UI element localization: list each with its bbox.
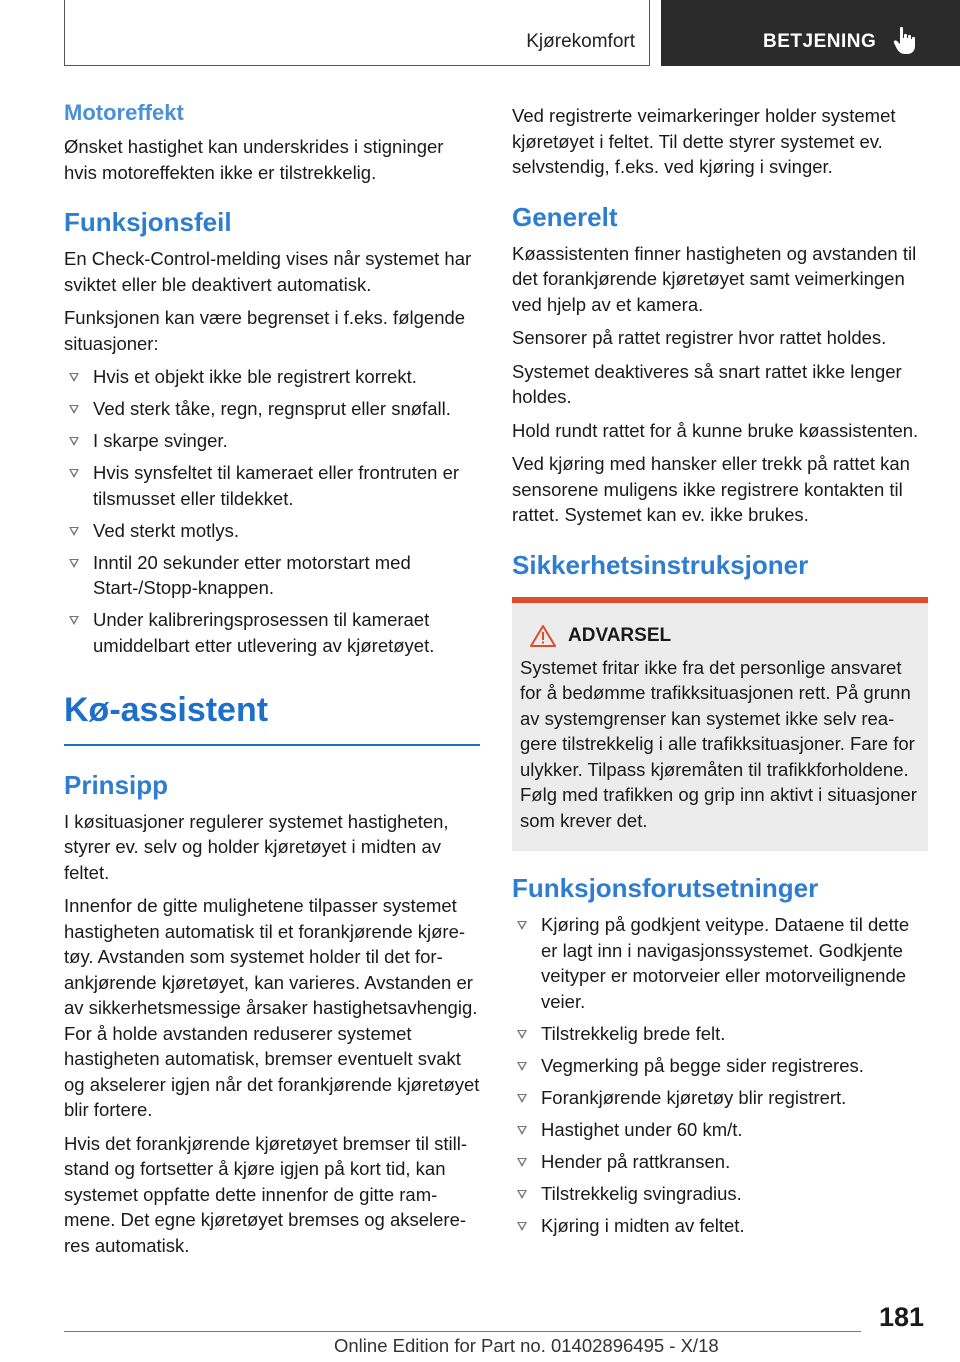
triangle-bullet-icon	[69, 373, 79, 382]
triangle-bullet-icon	[69, 559, 79, 568]
sikkerhet-heading: Sikkerhetsinstruksjoner	[512, 549, 809, 580]
list-item: Forankjørende kjøretøy blir registrert.	[512, 1085, 928, 1111]
funksjonsfeil-paragraph-1: En Check-Control-melding vises når systemet har sviktet eller ble deaktivert automatisk.	[64, 248, 472, 295]
triangle-bullet-icon	[517, 1222, 527, 1231]
left-column	[64, 100, 480, 1258]
funksjonsforutsetninger-heading: Funksjonsforutsetninger	[512, 873, 819, 903]
warning-box	[512, 597, 928, 852]
right-column	[512, 103, 928, 1245]
triangle-bullet-icon	[69, 469, 79, 478]
prinsipp-heading: Prinsipp	[64, 769, 169, 800]
list-item: Kjøring i midten av feltet.	[512, 1213, 928, 1239]
list-item: Under kalibreringsprosessen til kameraet umiddelbart etter utlevering av kjøretøyet.	[64, 607, 480, 658]
list-item: Inntil 20 sekunder etter motorstart med Start-/Stopp-knappen.	[64, 550, 480, 601]
generelt-paragraph-1: Køassistenten finner hastigheten og avstanden til det forankjørende kjøretøyet samt veimerkingen ved hjelp av et kamera.	[512, 242, 917, 315]
triangle-bullet-icon	[69, 616, 79, 625]
ko-assistent-heading: Kø-assistent	[64, 690, 269, 729]
triangle-bullet-icon	[517, 1126, 527, 1135]
prinsipp-paragraph-1: I køsituasjoner regulerer systemet hastigheten, styrer ev. selv og holder kjøretøyet i midten av feltet.	[64, 810, 449, 883]
generelt-paragraph-3: Systemet deaktiveres så snart rattet ikke lenger holdes.	[512, 360, 902, 407]
generelt-paragraph-5: Ved kjøring med hansker eller trekk på rattet kan sensorene muligens ikke registrere kontakten til rattet. Systemet kan ev. ikke brukes.	[512, 453, 910, 525]
header-chapter-box	[661, 0, 960, 66]
funksjonsforutsetninger-list	[512, 912, 928, 1238]
warning-triangle-icon	[530, 625, 556, 647]
triangle-bullet-icon	[69, 405, 79, 414]
generelt-heading: Generelt	[512, 201, 618, 232]
list-item: Ved sterkt motlys.	[64, 518, 480, 544]
intro-paragraph: Ved registrerte veimarkeringer holder systemet kjøretøyet i feltet. Til dette styrer systemet ev. selvstendig, f.eks. ved kjøring i svinger.	[512, 105, 896, 177]
list-item: Kjøring på godkjent veitype. Dataene til dette er lagt inn i navigasjonssystemet. Godkjente veityper er motorveier eller motorveilignende veier.	[512, 912, 928, 1014]
footer-edition-text: Online Edition for Part no. 01402896495 - X/18	[334, 1335, 719, 1356]
triangle-bullet-icon	[517, 1190, 527, 1199]
funksjonsfeil-paragraph-2: Funksjonen kan være begrenset i f.eks. følgende situasjoner:	[64, 307, 466, 354]
list-item: Tilstrekkelig svingradius.	[512, 1181, 928, 1207]
list-item: I skarpe svinger.	[64, 428, 480, 454]
triangle-bullet-icon	[517, 1030, 527, 1039]
motoreffekt-text: Ønsket hastighet kan underskrides i stigninger hvis motoreffekten ikke er tilstrekkelig.	[64, 136, 444, 183]
pointing-hand-icon	[893, 26, 919, 56]
triangle-bullet-icon	[517, 1062, 527, 1071]
prinsipp-paragraph-3: Hvis det forankjørende kjøretøyet bremser til stillstand og fortsetter å kjøre igjen på kort tid, kan systemet oppfatte dette innenfor de gitte rammene. Det egne kjøretøyet bremses og akselereres automatisk.	[64, 1132, 468, 1256]
warning-title	[530, 625, 920, 647]
header-chapter-title: BETJENING	[763, 31, 877, 52]
motoreffekt-heading: Motoreffekt	[64, 100, 184, 125]
triangle-bullet-icon	[517, 1094, 527, 1103]
footer-divider	[64, 1331, 861, 1332]
warning-text: Systemet fritar ikke fra det personlige ansvaret for å bedømme trafikksituasjonen rett. På grunn av systemgrenser kan systemet ikke selv reagere tilstrekkelig i alle trafikksituasjoner. Fare for ulykker. Tilpass kjøremåten til trafikkforholdene. Følg med trafikken og grip inn aktivt i situasjoner som krever det.	[520, 656, 917, 831]
list-item: Hastighet under 60 km/t.	[512, 1117, 928, 1143]
list-item: Vegmerking på begge sider registreres.	[512, 1053, 928, 1079]
generelt-paragraph-2: Sensorer på rattet registrer hvor rattet holdes.	[512, 327, 887, 348]
generelt-paragraph-4: Hold rundt rattet for å kunne bruke køassistenten.	[512, 419, 919, 441]
list-item: Hvis synsfeltet til kameraet eller frontruten er tilsmusset eller tildekket.	[64, 460, 480, 511]
funksjonsfeil-heading: Funksjonsfeil	[64, 207, 232, 237]
page-number: 181	[878, 1302, 924, 1332]
triangle-bullet-icon	[69, 527, 79, 536]
triangle-bullet-icon	[517, 1158, 527, 1167]
warning-label: ADVARSEL	[568, 624, 672, 646]
triangle-bullet-icon	[517, 921, 527, 930]
list-item: Hvis et objekt ikke ble registrert korrekt.	[64, 364, 480, 390]
list-item: Tilstrekkelig brede felt.	[512, 1021, 928, 1047]
triangle-bullet-icon	[69, 437, 79, 446]
list-item: Ved sterk tåke, regn, regnsprut eller snøfall.	[64, 396, 480, 422]
prinsipp-paragraph-2: Innenfor de gitte mulighetene tilpasser systemet hastigheten automatisk til et forankjørende kjøretøy. Avstanden som systemet holder til det forankjørende kjøretøyet, kan varieres. Avstanden er av sikkerhetsmessige årsaker hastighetsavhengig. For å holde avstanden reduserer systemet hastigheten automatisk, bremser eventuelt svakt og akselerer igjen når det forankjørende kjøretøyet blir fortere.	[64, 895, 480, 1120]
header-section-title: Kjørekomfort	[526, 31, 635, 52]
funksjonsfeil-list	[64, 364, 480, 658]
header-section-box	[64, 0, 650, 66]
list-item: Hender på rattkransen.	[512, 1149, 928, 1175]
